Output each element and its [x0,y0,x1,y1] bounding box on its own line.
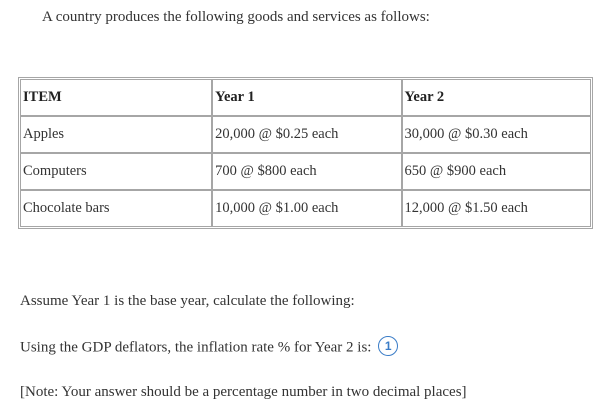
goods-table [18,77,593,229]
header-item: ITEM [20,79,212,116]
table-row [20,190,591,227]
year-2-value: 650 @ $900 each [402,153,591,190]
table-row [20,153,591,190]
year-2-value: 30,000 @ $0.30 each [402,116,591,153]
year-2-value: 12,000 @ $1.50 each [402,190,591,227]
header-year-1: Year 1 [212,79,401,116]
item-name: Apples [20,116,212,153]
year-1-value: 20,000 @ $0.25 each [212,116,401,153]
intro-text: A country produces the following goods and services as follows: [42,9,430,25]
table-header-row [20,79,591,116]
item-name: Computers [20,153,212,190]
year-1-value: 10,000 @ $1.00 each [212,190,401,227]
year-1-value: 700 @ $800 each [212,153,401,190]
answer-blank-badge[interactable]: 1 [378,336,398,356]
question-prompt [20,338,398,358]
question-prompt-text: Using the GDP deflators, the inflation rate % for Year 2 is: [20,339,372,356]
item-name: Chocolate bars [20,190,212,227]
note-text: [Note: Your answer should be a percentage number in two decimal places] [20,384,467,400]
header-year-2: Year 2 [402,79,591,116]
assume-text: Assume Year 1 is the base year, calculate the following: [20,293,355,309]
table-row [20,116,591,153]
